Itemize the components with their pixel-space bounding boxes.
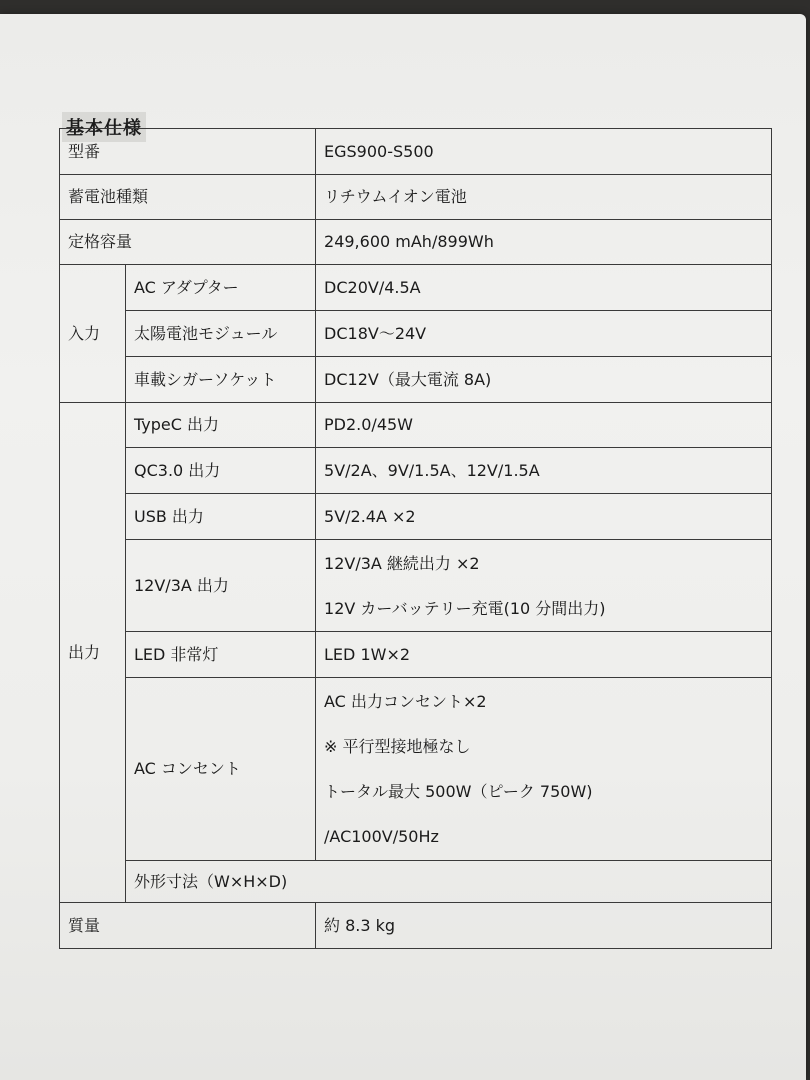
value-line: AC 出力コンセント×2 bbox=[324, 692, 487, 711]
value-line: 12V/3A 継続出力 ×2 bbox=[324, 553, 480, 573]
row-value: DC20V/4.5A bbox=[316, 265, 772, 311]
table-row bbox=[60, 494, 772, 540]
row-label: 型番 bbox=[60, 129, 316, 175]
row-value: 約 8.3 kg bbox=[316, 903, 772, 949]
table-row bbox=[60, 220, 772, 265]
output-group-label: 出力 bbox=[60, 403, 126, 903]
table-row bbox=[60, 311, 772, 357]
row-label: 太陽電池モジュール bbox=[126, 311, 316, 357]
row-value: 249,600 mAh/899Wh bbox=[316, 220, 772, 265]
row-value: PD2.0/45W bbox=[316, 403, 772, 448]
row-label: 外形寸法（W×H×D) bbox=[126, 861, 772, 903]
table-row bbox=[60, 403, 772, 448]
table-row bbox=[60, 861, 772, 903]
row-value: LED 1W×2 bbox=[316, 632, 772, 678]
section-title: 基本仕様 bbox=[62, 112, 146, 142]
row-label: 蓄電池種類 bbox=[60, 175, 316, 220]
value-line: トータル最大 500W（ピーク 750W) bbox=[324, 782, 593, 801]
row-label: AC コンセント bbox=[126, 678, 316, 861]
row-value: DC12V（最大電流 8A) bbox=[316, 357, 772, 403]
row-label: 車載シガーソケット bbox=[126, 357, 316, 403]
input-group-label: 入力 bbox=[60, 265, 126, 403]
table-row bbox=[60, 265, 772, 311]
row-label: USB 出力 bbox=[126, 494, 316, 540]
row-label: QC3.0 出力 bbox=[126, 448, 316, 494]
row-value: EGS900-S500 bbox=[316, 129, 772, 175]
table-row bbox=[60, 632, 772, 678]
row-value: DC18V～24V bbox=[316, 311, 772, 357]
row-label: 定格容量 bbox=[60, 220, 316, 265]
table-row bbox=[60, 129, 772, 175]
table-row bbox=[60, 357, 772, 403]
row-label: TypeC 出力 bbox=[126, 403, 316, 448]
table-row bbox=[60, 448, 772, 494]
table-row bbox=[60, 903, 772, 949]
table-row bbox=[60, 175, 772, 220]
row-value: 5V/2.4A ×2 bbox=[316, 494, 772, 540]
value-line: 12V カーバッテリー充電(10 分間出力) bbox=[324, 598, 606, 618]
row-value: 5V/2A、9V/1.5A、12V/1.5A bbox=[316, 448, 772, 494]
value-line: /AC100V/50Hz bbox=[324, 827, 439, 846]
row-label: LED 非常灯 bbox=[126, 632, 316, 678]
spec-table bbox=[59, 128, 772, 949]
row-value: リチウムイオン電池 bbox=[316, 175, 772, 220]
row-value bbox=[316, 678, 772, 861]
table-row bbox=[60, 540, 772, 632]
row-label: AC アダプター bbox=[126, 265, 316, 311]
table-row bbox=[60, 678, 772, 861]
value-line: ※ 平行型接地極なし bbox=[324, 737, 471, 756]
row-label: 12V/3A 出力 bbox=[126, 540, 316, 632]
row-label: 質量 bbox=[60, 903, 316, 949]
row-value bbox=[316, 540, 772, 632]
